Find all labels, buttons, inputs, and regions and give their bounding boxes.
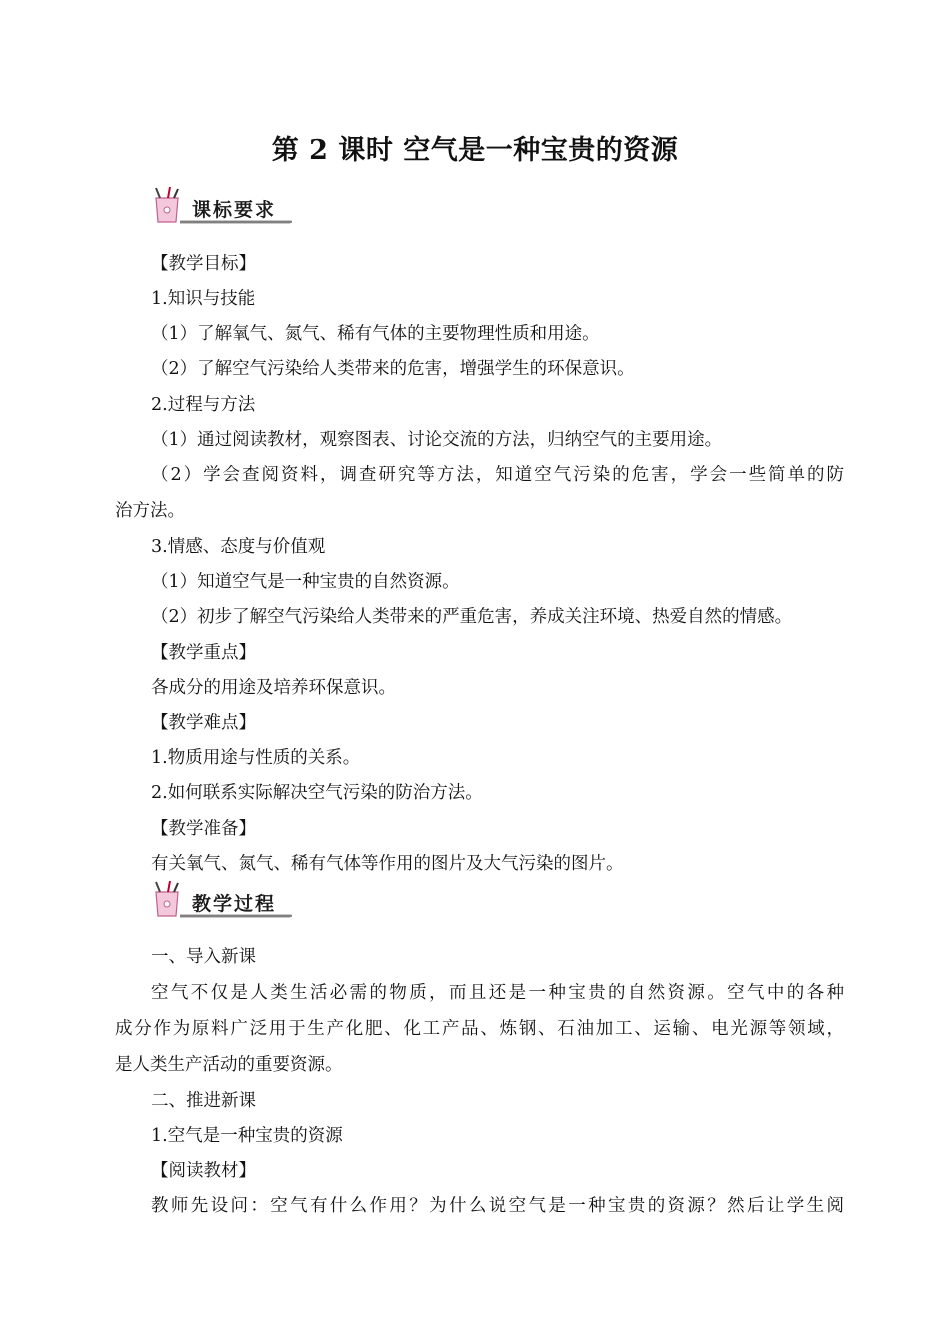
text-line: 1.空气是一种宝贵的资源 xyxy=(151,1126,343,1146)
text-line: 【教学难点】 xyxy=(151,713,256,733)
text-line: （1）了解氧气、氮气、稀有气体的主要物理性质和用途。 xyxy=(151,324,600,344)
text-line: 3.情感、态度与价值观 xyxy=(151,537,326,557)
text-line: 各成分的用途及培养环保意识。 xyxy=(151,678,396,698)
text-line: 1.知识与技能 xyxy=(151,289,256,309)
text-line: 教师先设问：空气有什么作用？为什么说空气是一种宝贵的资源？然后让学生阅 xyxy=(151,1196,844,1216)
text-line: 2.如何联系实际解决空气污染的防治方法。 xyxy=(151,783,483,803)
text-line: 有关氧气、氮气、稀有气体等作用的图片及大气污染的图片。 xyxy=(151,854,624,874)
text-line: 空气不仅是人类生活必需的物质，而且还是一种宝贵的自然资源。空气中的各种 xyxy=(151,983,844,1003)
page-title: 第 2 课时 空气是一种宝贵的资源 xyxy=(271,135,679,166)
text-line: （1）通过阅读教材，观察图表、讨论交流的方法，归纳空气的主要用途。 xyxy=(151,430,723,450)
section-badge-standards xyxy=(150,186,295,228)
text-line: 【阅读教材】 xyxy=(151,1161,256,1181)
text-line: 成分作为原料广泛用于生产化肥、化工产品、炼钢、石油加工、运输、电光源等领域， xyxy=(115,1019,844,1039)
section-badge-label: 教学过程 xyxy=(192,893,277,915)
text-line: （1）知道空气是一种宝贵的自然资源。 xyxy=(151,572,460,592)
section-badge-label: 课标要求 xyxy=(192,199,277,221)
text-line: 2.过程与方法 xyxy=(151,395,256,415)
text-line: 是人类生产活动的重要资源。 xyxy=(115,1055,343,1075)
section-badge-process xyxy=(150,880,295,922)
text-line: 治方法。 xyxy=(115,501,185,521)
text-line: 【教学准备】 xyxy=(151,819,256,839)
text-line: （2）学会查阅资料，调查研究等方法，知道空气污染的危害，学会一些简单的防 xyxy=(151,465,844,485)
text-line: 【教学重点】 xyxy=(151,643,256,663)
text-line: 一、导入新课 xyxy=(151,947,256,967)
text-line: 【教学目标】 xyxy=(151,254,256,274)
text-line: （2）初步了解空气污染给人类带来的严重危害，养成关注环境、热爱自然的情感。 xyxy=(151,607,793,627)
text-line: 二、推进新课 xyxy=(151,1091,256,1111)
text-line: （2）了解空气污染给人类带来的危害，增强学生的环保意识。 xyxy=(151,359,635,379)
text-line: 1.物质用途与性质的关系。 xyxy=(151,748,361,768)
